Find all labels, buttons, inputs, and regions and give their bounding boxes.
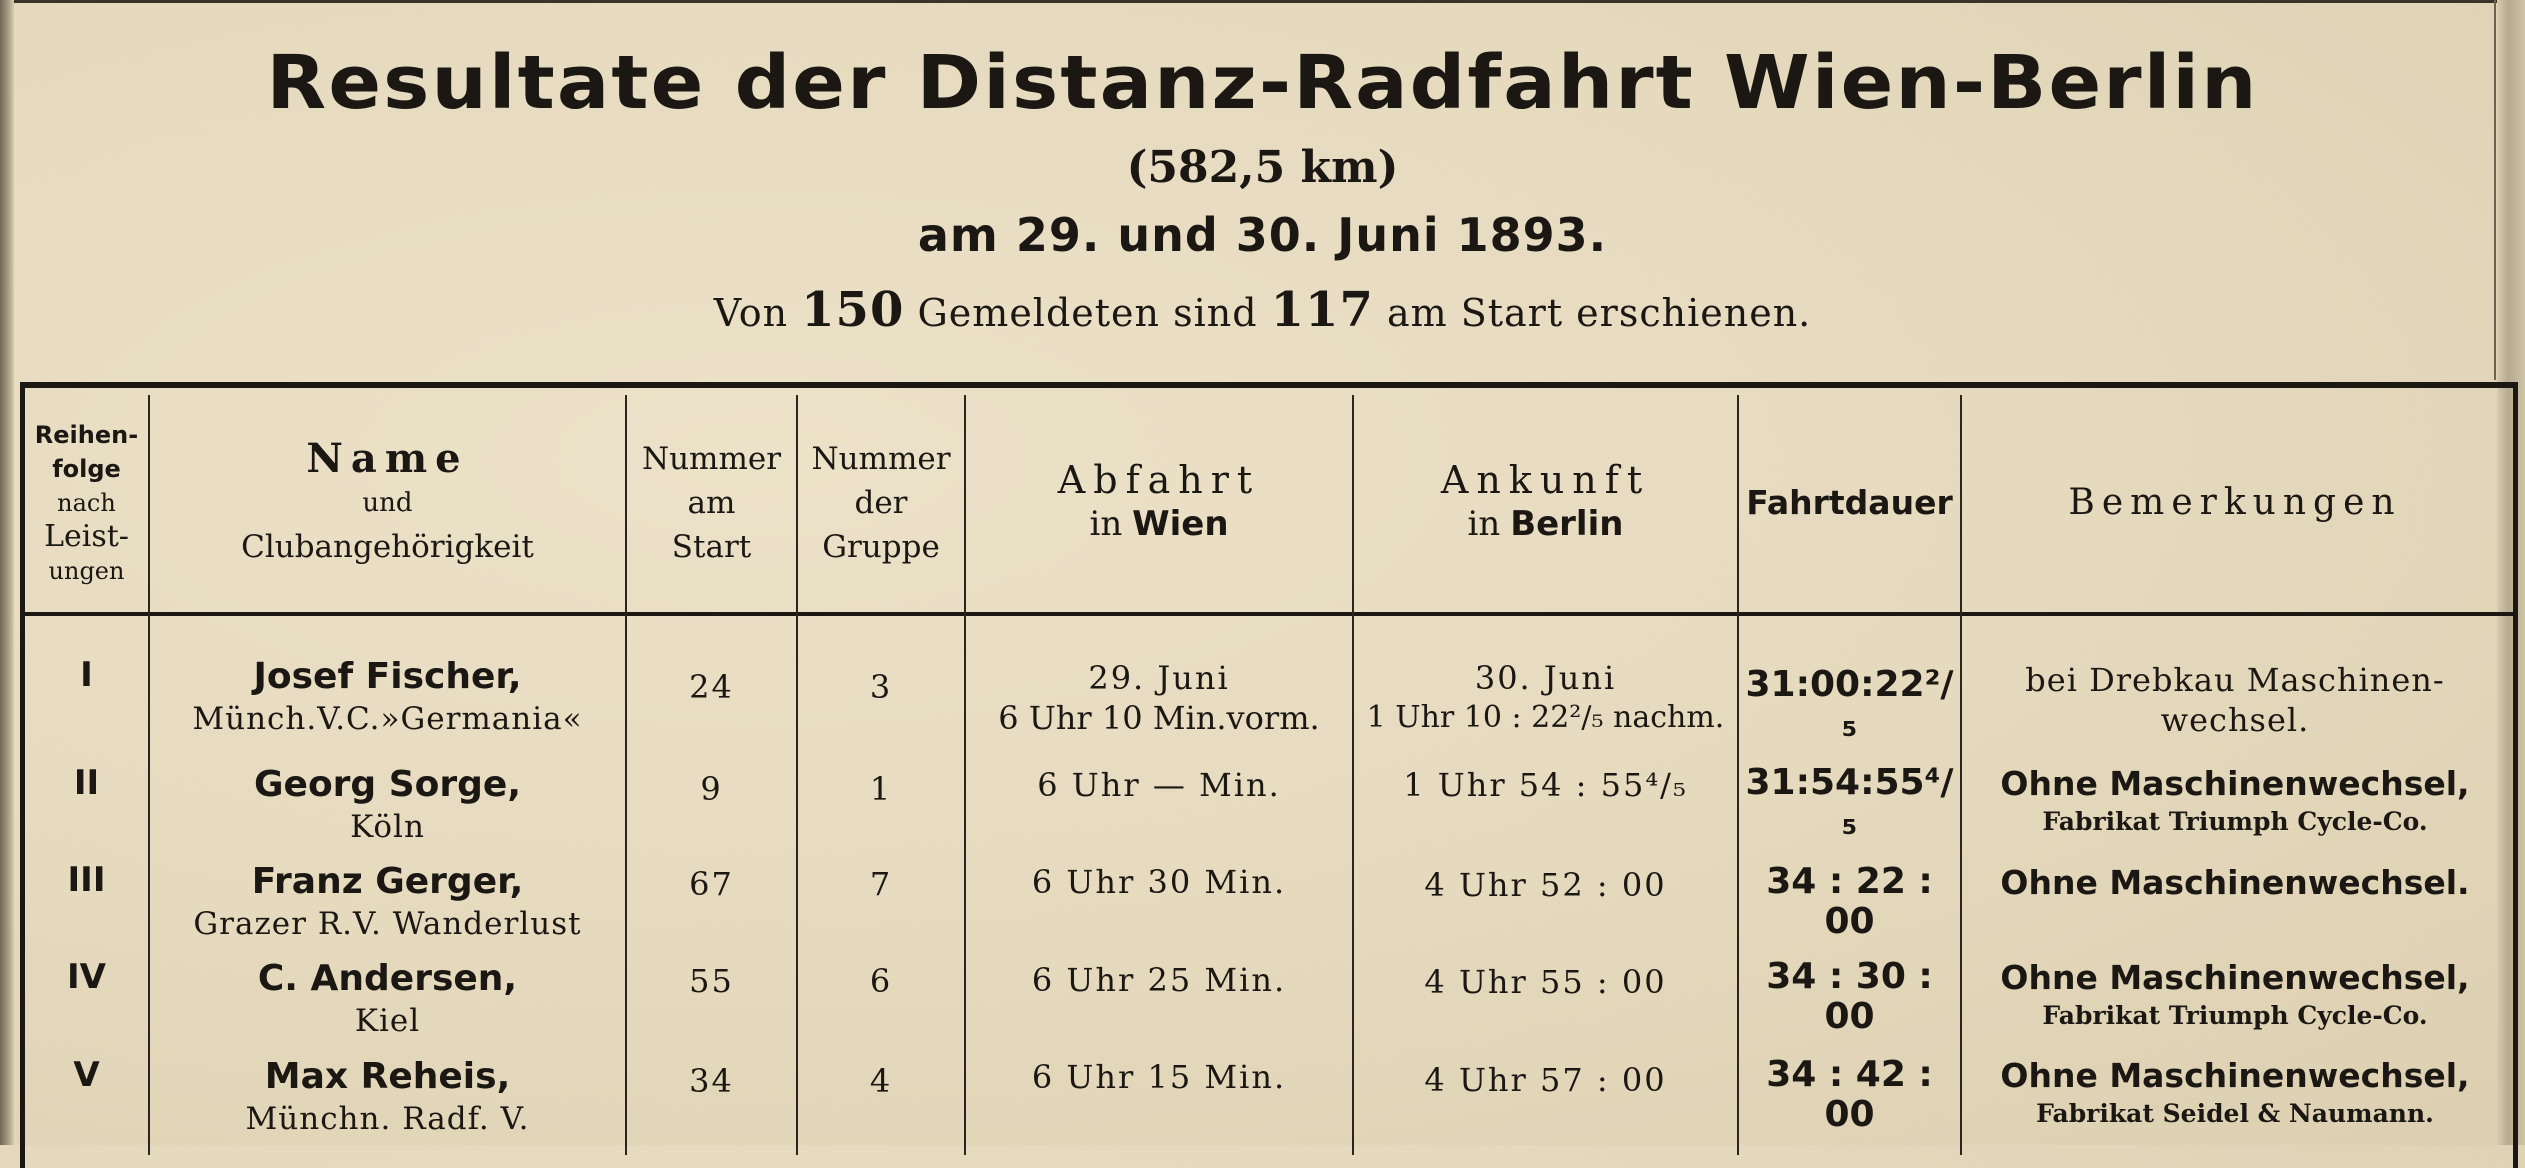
table-row-departure: [966, 862, 1352, 902]
rider-name: Georg Sorge,: [253, 764, 522, 805]
header-start-number: [627, 395, 796, 610]
remark-text: Ohne Maschinenwechsel.: [2000, 863, 2470, 902]
table-row-arrival: [1354, 1060, 1737, 1100]
departure-line: 6 Uhr 25 Min.: [1031, 961, 1287, 999]
group-number: 4: [869, 1062, 893, 1100]
duration-value: 34 : 42 : 00: [1766, 1054, 1933, 1135]
remark-text: Ohne Maschinenwechsel,: [2000, 958, 2470, 997]
rank-label: III: [67, 860, 106, 900]
start-number: 34: [689, 1062, 734, 1100]
table-row-departure: [966, 658, 1352, 738]
remark-text: Ohne Maschinenwechsel,: [2000, 1056, 2470, 1095]
remark-text: bei Drebkau Maschinen-: [2025, 661, 2445, 699]
table-row-arrival: [1354, 865, 1737, 905]
rider-club: Münch.V.C.»Germania«: [192, 701, 583, 737]
registered-count: 150: [801, 282, 905, 338]
rider-name: C. Andersen,: [257, 958, 518, 999]
departure-line: 6 Uhr 30 Min.: [1031, 863, 1287, 901]
header-group-line: der: [854, 484, 908, 521]
table-row-arrival: [1354, 962, 1737, 1002]
header-group-line: Nummer: [811, 440, 951, 477]
header-name-und: und: [362, 487, 413, 518]
rider-club: Köln: [350, 809, 425, 845]
remark-subtext: wechsel.: [2160, 701, 2310, 739]
remark-text: Ohne Maschinenwechsel,: [2000, 764, 2470, 803]
table-row-arrival: [1354, 765, 1737, 805]
table-row-duration: [1739, 763, 1960, 843]
header-name: [150, 395, 625, 610]
participants-prefix: Von: [713, 291, 789, 335]
arrival-line: 1 Uhr 10 : 22²/₅ nachm.: [1366, 700, 1725, 735]
arrival-line: 1 Uhr 54 : 55⁴/₅: [1403, 766, 1688, 804]
rank-label: I: [80, 655, 93, 695]
started-count: 117: [1270, 282, 1374, 338]
table-row-start-number: [627, 962, 796, 1000]
remark-subtext: Fabrikat Seidel & Naumann.: [2036, 1099, 2434, 1128]
table-row-start-number: [627, 1062, 796, 1100]
participants-suffix: am Start erschienen.: [1386, 291, 1812, 335]
header-group-number: [798, 395, 964, 610]
departure-line: 29. Juni: [1088, 659, 1230, 697]
header-rank-line: Reihen-: [34, 420, 139, 449]
group-number: 7: [869, 865, 893, 903]
header-group-line: Gruppe: [822, 528, 940, 565]
header-rank-line: nach: [57, 488, 116, 517]
header-start-line: Start: [671, 528, 752, 565]
remark-subtext: Fabrikat Triumph Cycle-Co.: [2042, 807, 2428, 836]
departure-line: 6 Uhr 15 Min.: [1031, 1058, 1287, 1096]
header-duration: [1739, 395, 1960, 610]
header-arrival-in: in: [1467, 504, 1501, 544]
rider-name: Max Reheis,: [264, 1056, 511, 1097]
table-row-departure: [966, 765, 1352, 805]
header-duration-label: Fahrtdauer: [1746, 482, 1953, 522]
participants-middle: Gemeldeten sind: [917, 291, 1258, 335]
rider-name: Josef Fischer,: [253, 656, 522, 697]
header-start-line: Nummer: [641, 440, 782, 477]
participants-line: [0, 282, 2525, 338]
table-row-rank: [25, 763, 148, 803]
header-name-main: Name: [306, 434, 469, 482]
table-row-duration: [1739, 957, 1960, 1037]
header-arrival-place: Berlin: [1510, 504, 1624, 544]
header-rank: [25, 395, 148, 610]
header-departure-main: Abfahrt: [1057, 458, 1261, 502]
header-departure-in: in: [1089, 504, 1123, 544]
duration-value: 31:54:55⁴/₅: [1745, 762, 1954, 843]
start-number: 55: [689, 962, 734, 1000]
start-number: 67: [689, 865, 734, 903]
table-row-name: [150, 655, 625, 739]
table-row-rank: [25, 957, 148, 997]
remark-subtext: Fabrikat Triumph Cycle-Co.: [2042, 1001, 2428, 1030]
start-number: 24: [689, 668, 734, 706]
rider-club: Kiel: [354, 1003, 421, 1039]
duration-value: 34 : 30 : 00: [1766, 956, 1933, 1037]
header-start-line: am: [687, 484, 736, 521]
table-row-duration: [1739, 1055, 1960, 1135]
header-remarks: [1962, 395, 2508, 610]
rank-label: II: [73, 763, 100, 803]
arrival-line: 4 Uhr 52 : 00: [1424, 866, 1667, 904]
table-row-name: [150, 957, 625, 1041]
arrival-line: 30. Juni: [1474, 659, 1617, 697]
table-row-start-number: [627, 668, 796, 706]
table-row-group-number: [798, 668, 964, 706]
header-rank-line: ungen: [48, 556, 125, 585]
header-rule: [20, 612, 2518, 616]
page-top-edge: [0, 0, 2525, 3]
table-row-name: [150, 763, 625, 847]
duration-value: 31:00:22²/₅: [1745, 664, 1954, 745]
table-row-start-number: [627, 865, 796, 903]
header-remarks-label: Bemerkungen: [2068, 481, 2402, 523]
table-row-remarks: [1962, 957, 2508, 1033]
table-row-start-number: [627, 770, 796, 808]
departure-line: 6 Uhr — Min.: [1037, 766, 1281, 804]
document-title: Resultate der Distanz-Radfahrt Wien-Berlin: [266, 40, 2259, 126]
table-row-rank: [25, 655, 148, 695]
rider-name: Franz Gerger,: [251, 861, 524, 902]
departure-line: 6 Uhr 10 Min.vorm.: [998, 699, 1320, 737]
table-row-rank: [25, 1055, 148, 1095]
race-date: am 29. und 30. Juni 1893.: [917, 208, 1608, 262]
start-number: 9: [700, 770, 723, 808]
rider-club: Grazer R.V. Wanderlust: [193, 906, 582, 942]
table-row-name: [150, 860, 625, 944]
header-rank-line: Leist-: [44, 518, 129, 554]
table-row-rank: [25, 860, 148, 900]
table-row-departure: [966, 1057, 1352, 1097]
group-number: 3: [869, 668, 893, 706]
arrival-line: 4 Uhr 57 : 00: [1424, 1061, 1667, 1099]
arrival-line: 4 Uhr 55 : 00: [1424, 963, 1667, 1001]
group-number: 1: [869, 770, 893, 808]
rider-club: Münchn. Radf. V.: [245, 1101, 530, 1137]
header-arrival: [1354, 395, 1737, 610]
table-row-group-number: [798, 770, 964, 808]
header-arrival-main: Ankunft: [1440, 458, 1651, 502]
table-row-remarks: [1962, 660, 2508, 740]
table-row-group-number: [798, 865, 964, 903]
duration-value: 34 : 22 : 00: [1766, 861, 1933, 942]
table-row-group-number: [798, 1062, 964, 1100]
group-number: 6: [869, 962, 893, 1000]
table-row-arrival: [1354, 658, 1737, 738]
distance-subtitle: (582,5 km): [1126, 142, 1399, 193]
table-row-departure: [966, 960, 1352, 1000]
table-row-name: [150, 1055, 625, 1139]
header-rank-line: folge: [52, 454, 121, 483]
rank-label: V: [73, 1055, 100, 1095]
header-name-club: Clubangehörigkeit: [241, 528, 534, 565]
table-row-remarks: [1962, 763, 2508, 839]
rank-label: IV: [67, 957, 106, 997]
table-row-remarks: [1962, 1055, 2508, 1131]
table-row-duration: [1739, 665, 1960, 745]
table-row-group-number: [798, 962, 964, 1000]
header-departure-place: Wien: [1132, 504, 1229, 544]
header-departure: [966, 395, 1352, 610]
table-row-duration: [1739, 862, 1960, 942]
table-row-remarks: [1962, 862, 2508, 904]
